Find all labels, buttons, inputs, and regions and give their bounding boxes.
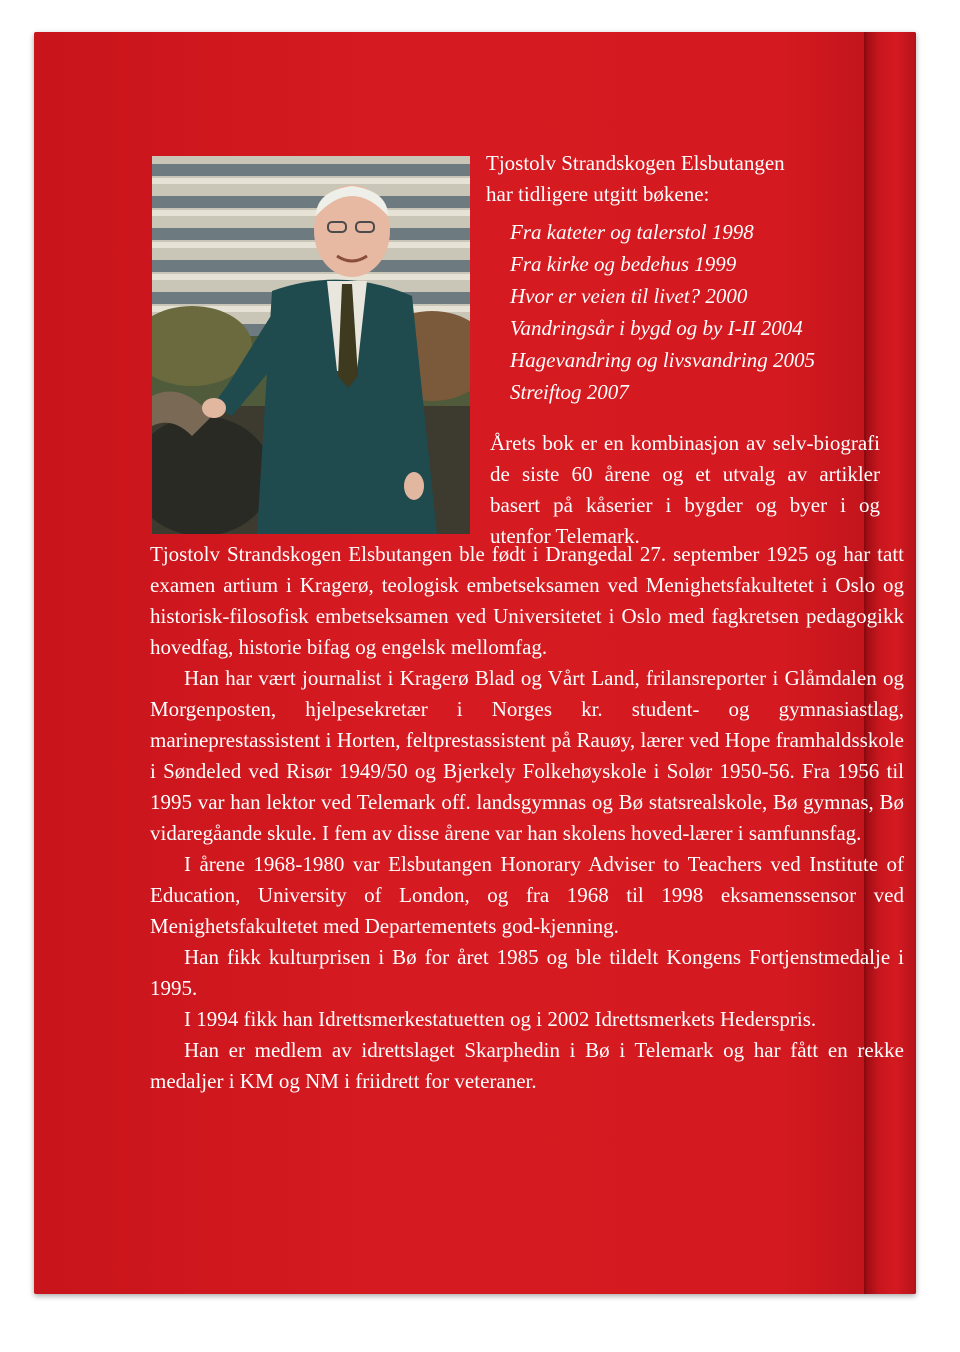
- author-intro-line2: har tidligere utgitt bøkene:: [486, 182, 710, 206]
- author-biography: [150, 539, 904, 1097]
- book-summary: Årets bok er en kombinasjon av selv-biografi de siste 60 årene og et utvalg av artikler basert på kåserier i bygder og byer i og utenfor Telemark.: [490, 431, 880, 548]
- bio-paragraph: Han har vært journalist i Kragerø Blad og Vårt Land, frilansreporter i Glåmdalen og Morgenposten, hjelpesekretær i Norges kr. student- og gymnasiastlag, marineprestassistent i Horten, feltprestassistent på Rauøy, lærer ved Hope framhaldsskole i Søndeled ved Risør 1949/50 og Bjerkely Folkehøyskole i Solør 1950-56. Fra 1956 til 1995 var han lektor ved Telemark off. landsgymnas og Bø statsrealskole, Bø gymnas, Bø vidaregåande skule. I fem av disse årene var han skolens hoved-lærer i samfunnsfag.: [150, 666, 904, 845]
- author-photo: [152, 156, 470, 534]
- bio-paragraph: I årene 1968-1980 var Elsbutangen Honorary Adviser to Teachers ved Institute of Education, University of London, og fra 1968 til 1998 eksamenssensor ved Menighetsfakultetet med Departementets god-kjenning.: [150, 852, 904, 938]
- book-title: Streiftog 2007: [510, 380, 629, 404]
- author-intro-line1: Tjostolv Strandskogen Elsbutangen: [486, 151, 785, 175]
- book-title: Fra kateter og talerstol 1998: [510, 220, 754, 244]
- book-title: Hagevandring og livsvandring 2005: [510, 348, 816, 372]
- bio-paragraph: Tjostolv Strandskogen Elsbutangen ble født i Drangedal 27. september 1925 og har tatt examen artium i Kragerø, teologisk embetseksamen ved Menighetsfakultetet i Oslo og historisk-filosofisk embetseksamen ved Universitetet i Oslo med fagkretsen pedagogikk hovedfag, historie bifag og engelsk mellomfag.: [150, 542, 904, 659]
- bio-paragraph: Han fikk kulturprisen i Bø for året 1985 og ble tildelt Kongens Fortjenstmedalje i 1995.: [150, 945, 904, 1000]
- book-title: Fra kirke og bedehus 1999: [510, 252, 737, 276]
- book-back-cover: [34, 32, 916, 1294]
- bio-paragraph: Han er medlem av idrettslaget Skarphedin i Bø i Telemark og har fått en rekke medaljer i KM og NM i friidrett for veteraner.: [150, 1038, 904, 1093]
- book-title: Hvor er veien til livet? 2000: [510, 284, 748, 308]
- author-intro: [486, 148, 906, 210]
- book-list: [510, 216, 910, 408]
- book-title: Vandringsår i bygd og by I-II 2004: [510, 316, 803, 340]
- bio-paragraph: I 1994 fikk han Idrettsmerkestatuetten og i 2002 Idrettsmerkets Hederspris.: [184, 1007, 817, 1031]
